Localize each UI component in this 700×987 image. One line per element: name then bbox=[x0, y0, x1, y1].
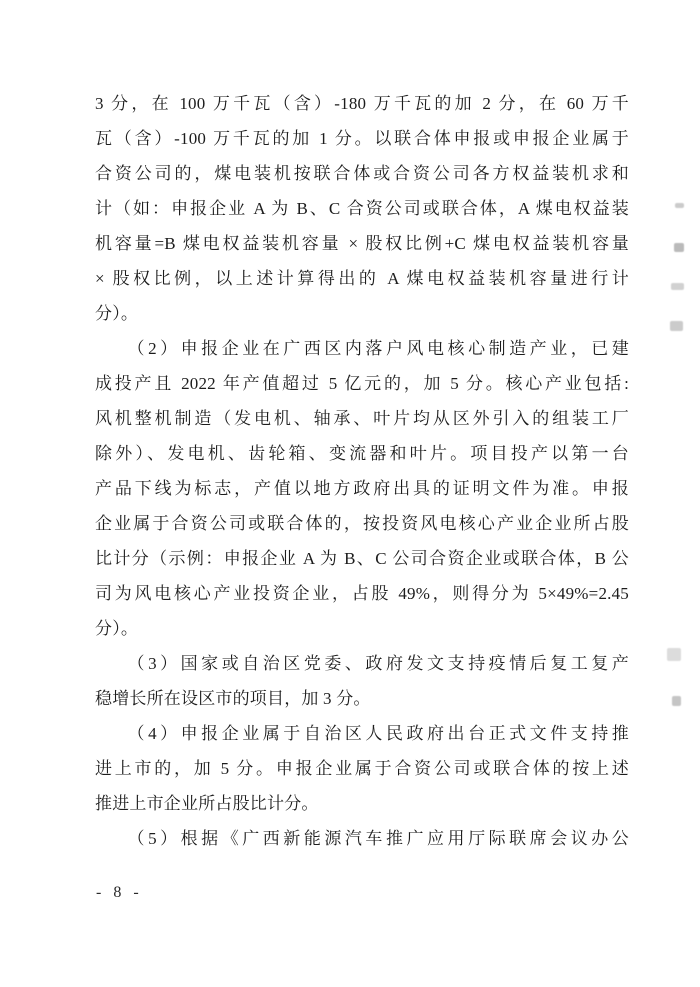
text-line: 合资公司的，煤电装机按联合体或合资公司各方权益装机求和 bbox=[95, 164, 629, 183]
scan-smudge bbox=[674, 243, 684, 252]
text-line: 计（如：申报企业 A 为 B、C 合资公司或联合体，A 煤电权益装 bbox=[95, 199, 629, 218]
text-line: （5）根据《广西新能源汽车推广应用厅际联席会议办公 bbox=[95, 829, 629, 848]
scan-smudge bbox=[667, 648, 681, 661]
scan-smudge bbox=[671, 283, 684, 290]
text-line: 分）。 bbox=[95, 619, 139, 638]
scan-smudge bbox=[675, 203, 684, 208]
scan-smudge bbox=[672, 696, 681, 706]
text-line: 比计分（示例：申报企业 A 为 B、C 公司合资企业或联合体，B 公 bbox=[95, 549, 629, 568]
text-line: 进上市的，加 5 分。申报企业属于合资公司或联合体的按上述 bbox=[95, 759, 629, 778]
scan-smudge bbox=[670, 321, 683, 331]
text-line: 企业属于合资公司或联合体的，按投资风电核心产业企业所占股 bbox=[95, 514, 629, 533]
text-line: 风机整机制造（发电机、轴承、叶片均从区外引入的组装工厂 bbox=[95, 409, 629, 428]
text-line: （3）国家或自治区党委、政府发文支持疫情后复工复产 bbox=[95, 654, 629, 673]
text-line: 成投产且 2022 年产值超过 5 亿元的，加 5 分。核心产业包括: bbox=[95, 374, 629, 393]
text-line: （4）申报企业属于自治区人民政府出台正式文件支持推 bbox=[95, 724, 629, 743]
page-number: - 8 - bbox=[96, 884, 143, 901]
text-line: 分）。 bbox=[95, 304, 139, 323]
text-line: 除外）、发电机、齿轮箱、变流器和叶片。项目投产以第一台 bbox=[95, 444, 629, 463]
document-body bbox=[95, 86, 629, 856]
text-line: 推进上市企业所占股比计分。 bbox=[95, 794, 319, 813]
text-line: 机容量=B 煤电权益装机容量 × 股权比例+C 煤电权益装机容量 bbox=[95, 234, 629, 253]
text-line: 3 分，在 100 万千瓦（含）-180 万千瓦的加 2 分，在 60 万千 bbox=[95, 94, 629, 113]
text-line: 稳增长所在设区市的项目，加 3 分。 bbox=[95, 689, 371, 708]
text-line: 瓦（含）-100 万千瓦的加 1 分。以联合体申报或申报企业属于 bbox=[95, 129, 629, 148]
text-line: × 股权比例，以上述计算得出的 A 煤电权益装机容量进行计 bbox=[95, 269, 629, 288]
text-line: 产品下线为标志，产值以地方政府出具的证明文件为准。申报 bbox=[95, 479, 629, 498]
text-line: 司为风电核心产业投资企业，占股 49%，则得分为 5×49%=2.45 bbox=[95, 584, 629, 603]
text-line: （2）申报企业在广西区内落户风电核心制造产业，已建 bbox=[95, 339, 629, 358]
